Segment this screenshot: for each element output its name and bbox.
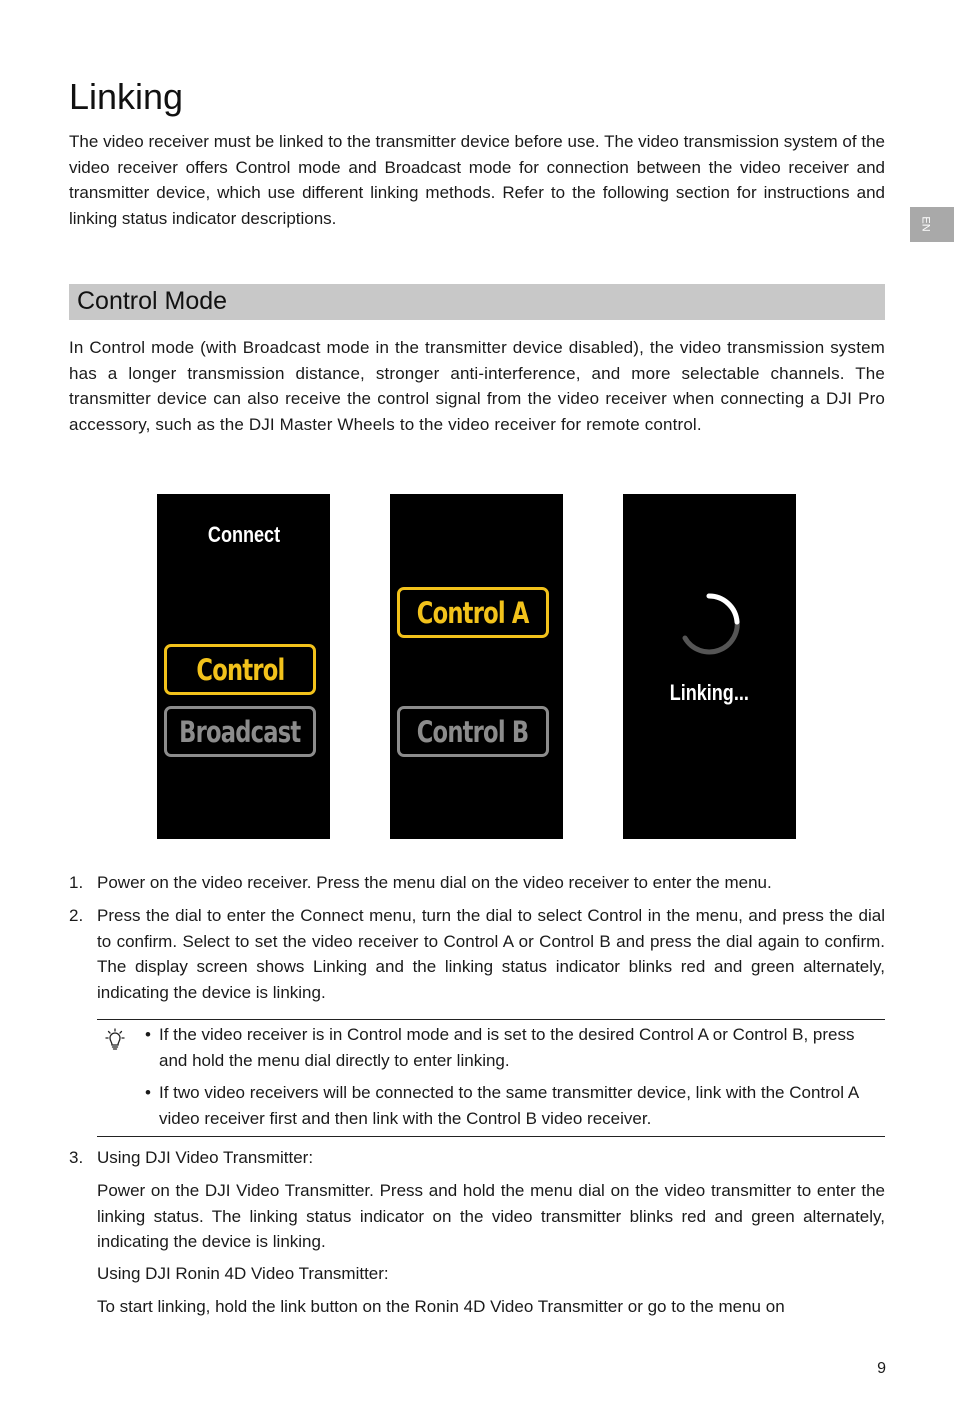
page-title: Linking [69,76,184,117]
step-text: Power on the video receiver. Press the menu dial on the video receiver to enter the menu. [97,873,772,892]
control-mode-paragraph: In Control mode (with Broadcast mode in the transmitter device disabled), the video transmission system has a longer transmission distance, stronger anti-interference, and more selectable channels. The transmitter device can also receive the control signal from the video receiver when connecting a DJI Pro accessory, such as the DJI Master Wheels to the video receiver for remote control. [69,338,885,434]
step3-paragraph-2: Using DJI Ronin 4D Video Transmitter: [97,1264,389,1283]
list-item-step-3 [69,1145,885,1171]
step-text: Using DJI Video Transmitter: [97,1148,314,1167]
note-item-2: • If two video receivers will be connected to the same transmitter device, link with the Control A video receiver first and then link with the Control B video receiver. [145,1080,885,1132]
screen-connect-menu [157,494,330,839]
connect-header: Connect [207,522,280,547]
control-option: Control [164,644,316,695]
section-header [69,284,885,320]
spinner-icon [677,592,741,656]
tip-note-box [97,1019,885,1137]
control-a-option: Control A [397,587,549,638]
language-tab-label: EN [919,216,932,232]
intro-paragraph: The video receiver must be linked to the transmitter device before use. The video transmission system of the video receiver offers Control mode and Broadcast mode for connection between the video receiver and transmitter device, which use different linking methods. Refer to the following section for instructions and linking status indicator descriptions. [69,132,885,228]
step-number: 2. [69,906,84,925]
screen-linking [623,494,796,839]
broadcast-option: Broadcast [164,706,316,757]
note-item-1: • If the video receiver is in Control mode and is set to the desired Control A or Control B, press and hold the menu dial directly to enter linking. [145,1022,885,1074]
screen-control-select [390,494,563,839]
note-text: If two video receivers will be connected to the same transmitter device, link with the Control A video receiver first and then link with the Control B video receiver. [159,1083,859,1128]
control-b-option: Control B [397,706,549,757]
section-title: Control Mode [77,287,228,315]
step-text: Press the dial to enter the Connect menu, turn the dial to select Control in the menu, and press the dial to confirm. Select to set the video receiver to Control A or Control B and press the dial again to confirm. The display screen shows Linking and the linking status indicator blinks red and green alternately, indicating the device is linking. [97,906,885,1002]
step-number: 3. [69,1148,84,1167]
list-item-step-1 [69,870,885,896]
step3-paragraph-3: To start linking, hold the link button on the Ronin 4D Video Transmitter or go to the menu on [97,1297,785,1316]
language-tab [910,207,954,242]
step3-paragraph-1: Power on the DJI Video Transmitter. Press and hold the menu dial on the video transmitter to enter the linking status. The linking status indicator on the video transmitter blinks red and green alternately, indicating the device is linking. [97,1181,885,1252]
step-number: 1. [69,873,84,892]
note-text: If the video receiver is in Control mode and is set to the desired Control A or Control B, press and hold the menu dial directly to enter linking. [159,1025,855,1070]
page-number: 9 [877,1360,886,1377]
linking-status-label: Linking... [669,680,750,705]
list-item-step-2 [69,903,885,1007]
lightbulb-icon [103,1028,127,1052]
